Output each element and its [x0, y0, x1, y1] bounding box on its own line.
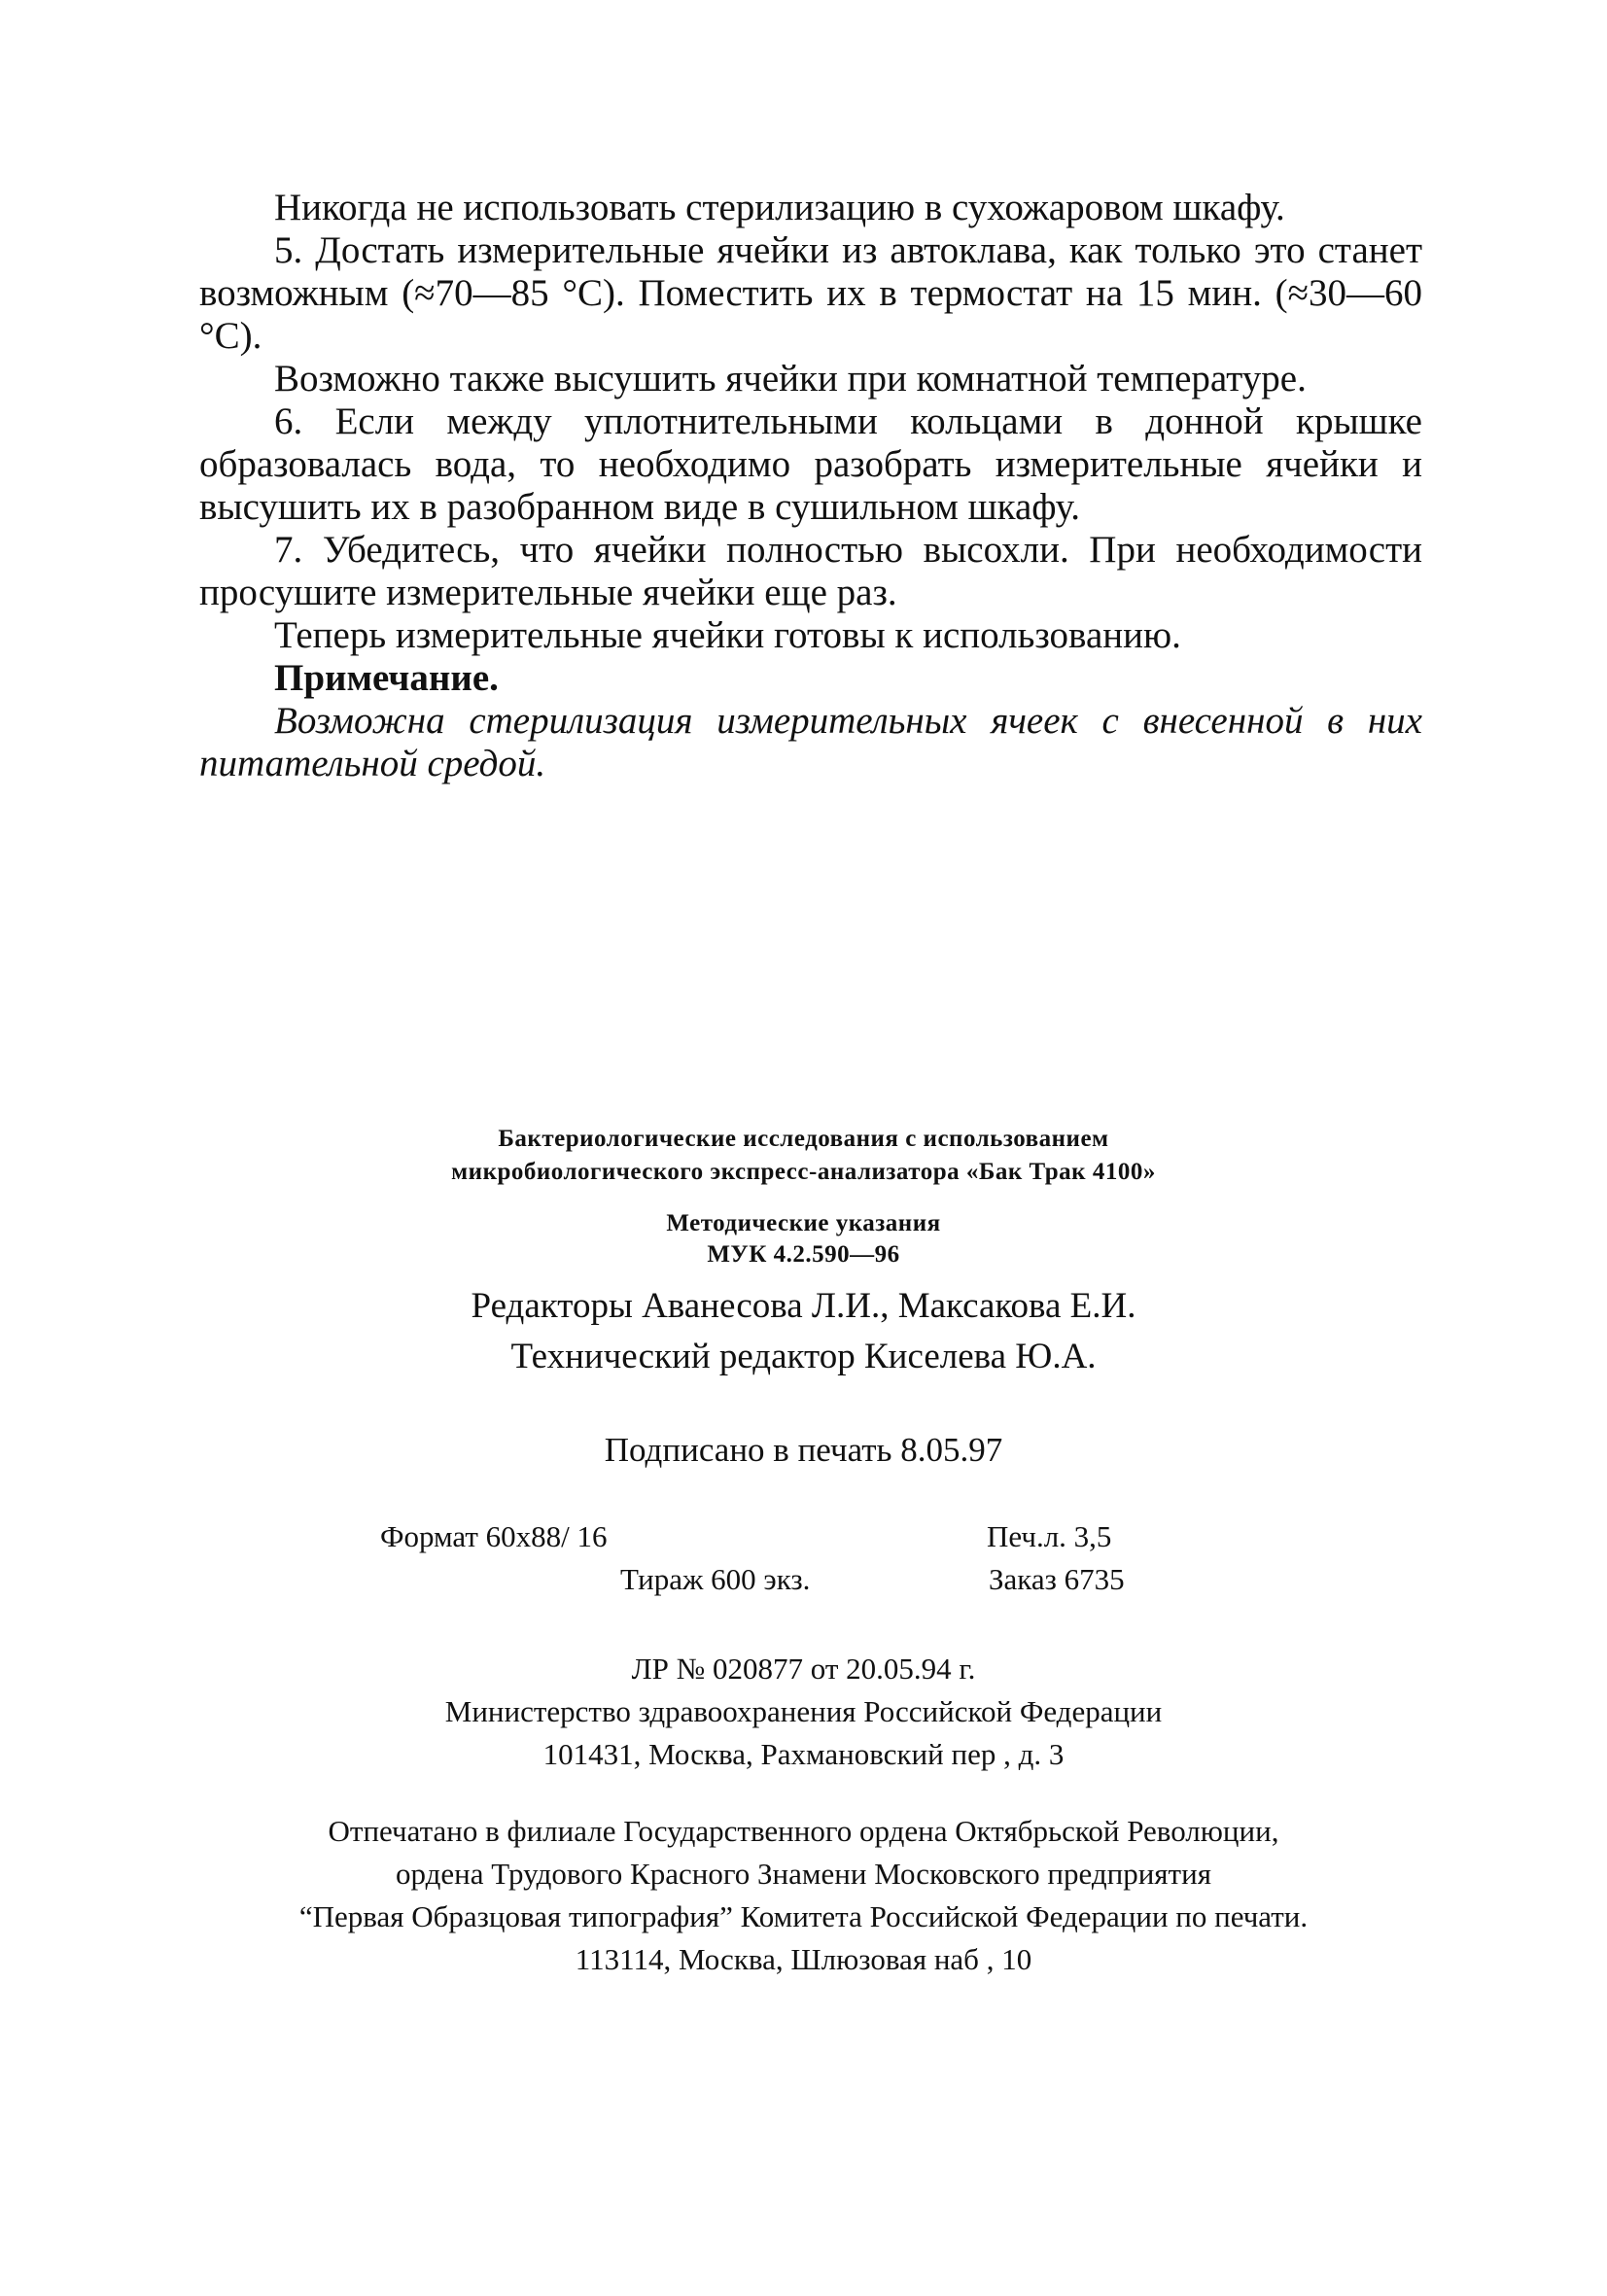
colophon-title-line-1: Бактериологические исследования с использованием	[498, 1126, 1109, 1152]
colophon-printer	[0, 1810, 1607, 1981]
printer-line-3: “Первая Образцовая типография” Комитета Российской Федерации по печати.	[298, 1899, 1309, 1933]
signed-to-print: Подписано в печать 8.05.97	[604, 1431, 1003, 1469]
ministry: Министерство здравоохранения Российской Федерации	[444, 1694, 1163, 1728]
paragraph-step-5: 5. Достать измерительные ячейки из автоклава, как только это станет возможным (≈70—85 °С). Поместить их в термостат на 15 мин. (≈30—60 °С).	[199, 229, 1422, 357]
publisher-address: 101431, Москва, Рахмановский пер , д. 3	[542, 1737, 1065, 1771]
colophon-publisher	[0, 1648, 1607, 1776]
colophon-editors	[0, 1281, 1607, 1382]
colophon-doc-info	[0, 1208, 1607, 1270]
paragraph-ready: Теперь измерительные ячейки готовы к использованию.	[274, 614, 1181, 656]
doc-type: Методические указания	[666, 1210, 941, 1236]
tech-editor: Технический редактор Киселева Ю.А.	[510, 1337, 1097, 1376]
paragraph-no-dry-heat: Никогда не использовать стерилизацию в сухожаровом шкафу.	[274, 187, 1285, 228]
print-run: Тираж 600 экз.	[620, 1562, 811, 1596]
note-heading: Примечание.	[274, 657, 499, 699]
printed-sheets: Печ.л. 3,5	[987, 1519, 1112, 1553]
paragraph-step-7: 7. Убедитесь, что ячейки полностью высохли. При необходимости просушите измерительные ячейки еще раз.	[199, 529, 1422, 613]
printer-line-1: Отпечатано в филиале Государственного ордена Октябрьской Революции,	[328, 1814, 1279, 1848]
colophon-title-line-2: микробиологического экспресс-анализатора «Бак Трак 4100»	[451, 1159, 1156, 1185]
paragraph-step-6: 6. Если между уплотнительными кольцами в донной крышке образовалась вода, то необходимо разобрать измерительные ячейки и высушить их в разобранном виде в сушильном шкафу.	[199, 400, 1422, 528]
doc-code: МУК 4.2.590—96	[707, 1241, 900, 1268]
colophon-title	[0, 1123, 1607, 1189]
body-text	[199, 187, 1422, 785]
editors: Редакторы Аванесова Л.И., Максакова Е.И.	[471, 1286, 1136, 1326]
format: Формат 60x88/ 16	[380, 1519, 608, 1553]
printer-line-4: 113114, Москва, Шлюзовая наб , 10	[575, 1942, 1032, 1976]
paragraph-room-temp: Возможно также высушить ячейки при комнатной температуре.	[274, 358, 1307, 400]
order-number: Заказ 6735	[989, 1562, 1125, 1596]
note-text: Возможна стерилизация измерительных ячеек с внесенной в них питательной средой.	[199, 700, 1422, 784]
license: ЛР № 020877 от 20.05.94 г.	[631, 1652, 976, 1686]
printer-line-2: ордена Трудового Красного Знамени Московского предприятия	[396, 1857, 1211, 1891]
